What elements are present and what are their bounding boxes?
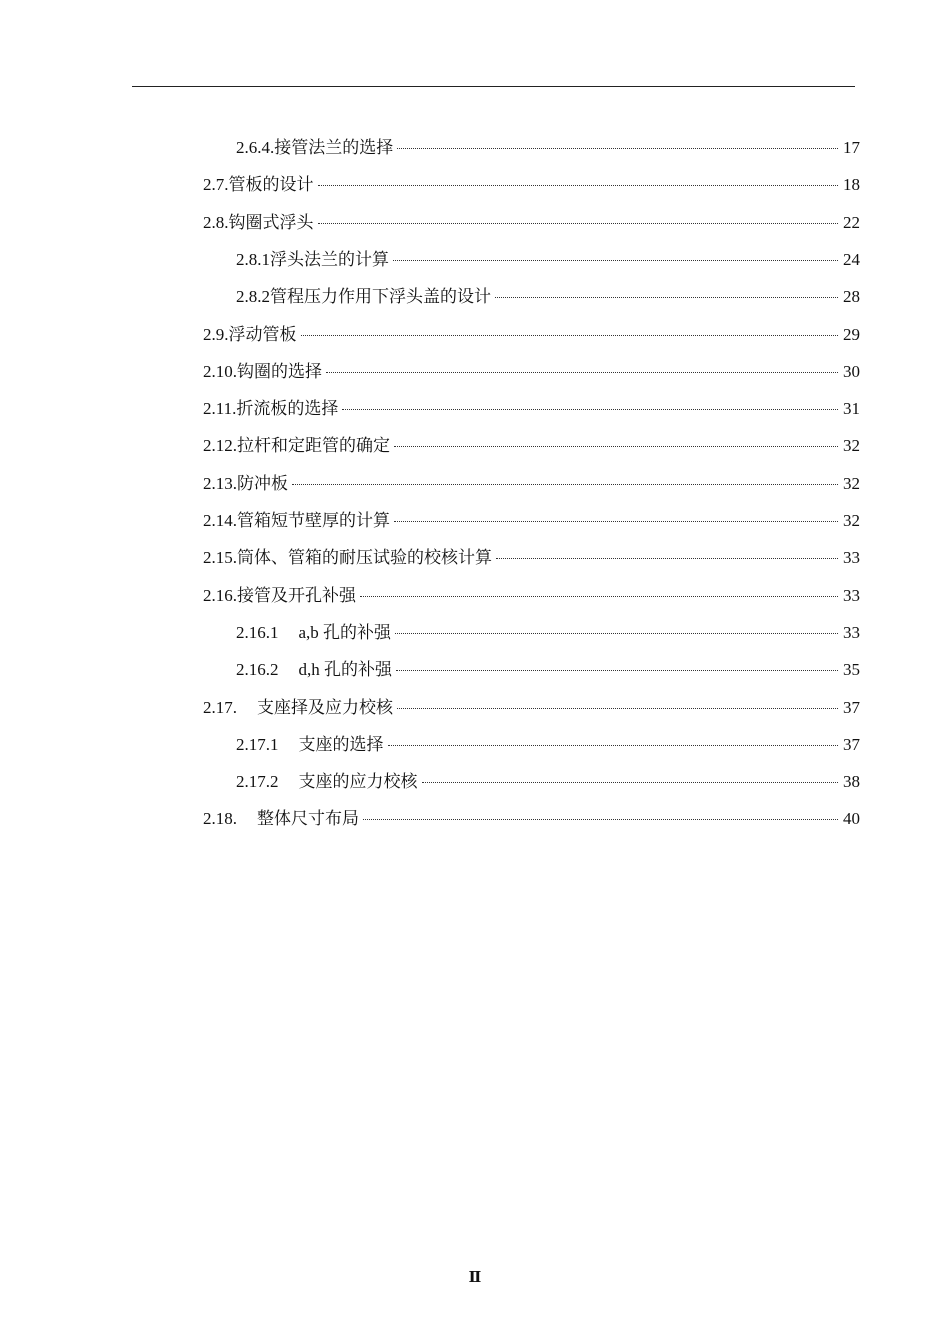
toc-entry[interactable] (203, 359, 860, 385)
toc-entry-page: 24 (843, 249, 860, 269)
toc-entry[interactable] (203, 806, 860, 832)
toc-entry-number: 2.17.2 (236, 772, 279, 792)
toc-entry[interactable] (203, 396, 860, 422)
toc-entry-number: 2.18. (203, 809, 237, 829)
toc-dot-leader (301, 335, 839, 336)
page-number: Ⅱ (468, 1270, 482, 1286)
toc-entry-number: 2.17.1 (236, 734, 279, 754)
toc-entry-page: 33 (843, 548, 860, 568)
toc-entry-number: 2.13. (203, 473, 237, 493)
toc-entry-number: 2.17. (203, 697, 237, 717)
toc-entry-page: 40 (843, 809, 860, 829)
toc-entry[interactable] (203, 583, 860, 609)
toc-entry-number: 2.12. (203, 436, 237, 456)
toc-entry[interactable] (236, 284, 860, 310)
toc-dot-leader (326, 372, 838, 373)
header-rule (132, 86, 855, 87)
toc-entry-page: 28 (843, 287, 860, 307)
toc-entry-number: 2.16. (203, 585, 237, 605)
toc-dot-leader (397, 708, 838, 709)
toc-entry-page: 17 (843, 138, 860, 157)
toc-entry-page: 18 (843, 175, 860, 195)
toc-dot-leader (363, 819, 838, 820)
toc-entry-number: 2.11. (203, 399, 237, 419)
toc-entry-title: 整体尺寸布局 (257, 809, 359, 829)
toc-dot-leader (496, 558, 838, 559)
toc-entry-title: 拉杆和定距管的确定 (237, 436, 390, 456)
toc-entry-page: 31 (843, 399, 860, 419)
toc-entry-number: 2.8.1 (236, 249, 270, 269)
toc-dot-leader (318, 185, 839, 186)
toc-dot-leader (394, 446, 838, 447)
toc-entry[interactable] (236, 657, 860, 683)
toc-entry[interactable] (203, 210, 860, 236)
toc-entry-number: 2.16.1 (236, 622, 279, 642)
toc-entry-number: 2.14. (203, 511, 237, 530)
toc-entry-page: 33 (843, 585, 860, 605)
toc-entry-title: 支座择及应力校核 (257, 697, 393, 717)
toc-entry[interactable] (236, 247, 860, 273)
toc-entry[interactable] (236, 620, 860, 646)
toc-dot-leader (495, 297, 838, 298)
toc-entry-title: a,b 孔的补强 (298, 622, 392, 642)
toc-dot-leader (342, 409, 838, 410)
toc-dot-leader (395, 633, 838, 634)
toc-entry[interactable] (203, 695, 860, 721)
toc-entry-number: 2.9. (203, 324, 229, 344)
toc-entry-page: 32 (843, 436, 860, 456)
toc-entry-page: 33 (843, 622, 860, 642)
toc-entry[interactable] (203, 172, 860, 198)
toc-entry-number: 2.7. (203, 175, 229, 195)
toc-entry-title: d,h 孔的补强 (298, 660, 392, 680)
toc-entry-title: 浮动管板 (228, 324, 297, 344)
toc-entry[interactable] (236, 135, 860, 161)
toc-entry[interactable] (203, 545, 860, 571)
toc-dot-leader (396, 670, 838, 671)
toc-entry[interactable] (203, 471, 860, 497)
toc-entry-number: 2.10. (203, 361, 237, 381)
toc-entry-page: 32 (843, 511, 860, 530)
toc-entry-title: 接管及开孔补强 (237, 585, 356, 605)
toc-entry-page: 22 (843, 212, 860, 232)
toc-entry-page: 32 (843, 473, 860, 493)
toc-dot-leader (388, 745, 839, 746)
toc-entry-number: 2.6.4. (236, 138, 275, 157)
toc-entry[interactable] (203, 322, 860, 348)
toc-dot-leader (318, 223, 839, 224)
toc-entry-title: 支座的选择 (298, 734, 384, 754)
toc-entry[interactable] (203, 508, 860, 534)
toc-entry-number: 2.16.2 (236, 660, 279, 680)
toc-entry-page: 35 (843, 660, 860, 680)
toc-entry-number: 2.8. (203, 212, 229, 232)
toc-entry-title: 折流板的选择 (236, 399, 339, 419)
toc-dot-leader (397, 148, 838, 149)
toc-entry[interactable] (236, 732, 860, 758)
toc-entry-title: 接管法兰的选择 (274, 138, 394, 157)
toc-dot-leader (393, 260, 838, 261)
toc-entry-page: 30 (843, 361, 860, 381)
toc-entry-title: 管程压力作用下浮头盖的设计 (270, 287, 491, 307)
toc-entry-title: 钩圈式浮头 (228, 212, 314, 232)
toc-dot-leader (394, 521, 838, 522)
toc-entry-number: 2.15. (203, 548, 237, 568)
toc-dot-leader (292, 484, 838, 485)
toc-entry-page: 37 (843, 697, 860, 717)
toc-entry-title: 支座的应力校核 (298, 772, 418, 792)
toc-entry-title: 防冲板 (237, 473, 288, 493)
toc-entry-page: 29 (843, 324, 860, 344)
toc-entry[interactable] (203, 433, 860, 459)
toc-entry-title: 钩圈的选择 (237, 361, 322, 381)
toc-entry-number: 2.8.2 (236, 287, 270, 307)
toc-dot-leader (360, 596, 838, 597)
toc-entry-title: 筒体、管箱的耐压试验的校核计算 (237, 548, 492, 568)
toc-entry-page: 38 (843, 772, 860, 792)
toc-entry[interactable] (236, 769, 860, 795)
toc-dot-leader (422, 782, 839, 783)
toc-entry-title: 管箱短节壁厚的计算 (237, 511, 390, 530)
toc-entry-title: 管板的设计 (228, 175, 314, 195)
toc-entry-title: 浮头法兰的计算 (270, 249, 389, 269)
toc-entry-page: 37 (843, 734, 860, 754)
